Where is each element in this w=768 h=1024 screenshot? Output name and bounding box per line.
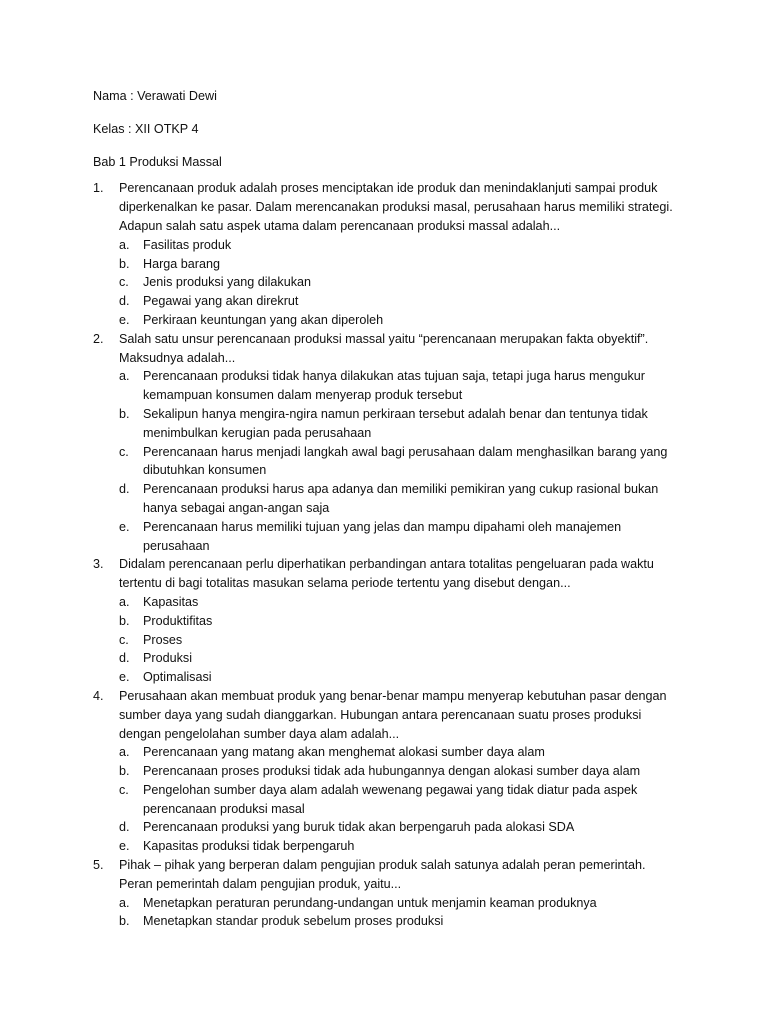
answer-option — [119, 894, 678, 913]
option-letter: d. — [119, 651, 130, 666]
question-text: Salah satu unsur perencanaan produksi massal yaitu “perencanaan merupakan fakta obyektif”. Maksudnya adalah... — [119, 331, 649, 365]
option-text: Optimalisasi — [143, 670, 212, 685]
option-text: Harga barang — [143, 256, 221, 271]
option-letter: d. — [119, 294, 130, 309]
option-text: Menetapkan standar produk sebelum proses produksi — [143, 914, 444, 929]
question-body — [119, 856, 678, 931]
option-text: Pengelohan sumber daya alam adalah wewenang pegawai yang tidak diatur pada aspek perencanaan produksi masal — [143, 782, 638, 816]
answer-option — [119, 311, 678, 330]
answer-option — [119, 781, 678, 819]
option-letter: a. — [119, 369, 130, 384]
option-text: Produksi — [143, 651, 192, 666]
option-letter: c. — [119, 275, 129, 290]
option-text: Sekalipun hanya mengira-ngira namun perkiraan tersebut adalah benar dan tentunya tidak menimbulkan kerugian pada perusahaan — [143, 406, 648, 440]
question-item — [93, 555, 678, 687]
question-text: Perusahaan akan membuat produk yang benar-benar mampu menyerap kebutuhan pasar dengan sumber daya yang sudah dianggarkan. Hubungan antara perencanaan suatu proses produksi dengan pengelolahan sumber daya alam adalah... — [119, 688, 667, 741]
answer-option — [119, 255, 678, 274]
option-list — [119, 894, 678, 932]
answer-option — [119, 273, 678, 292]
option-text: Fasilitas produk — [143, 237, 232, 252]
question-body — [119, 179, 678, 329]
option-letter: b. — [119, 914, 130, 929]
option-text: Perencanaan proses produksi tidak ada hubungannya dengan alokasi sumber daya alam — [143, 764, 641, 779]
question-number: 5. — [93, 858, 104, 873]
option-list — [119, 743, 678, 856]
question-item — [93, 856, 678, 931]
option-letter: e. — [119, 839, 130, 854]
option-text: Perencanaan harus memiliki tujuan yang jelas dan mampu dipahami oleh manajemen perusahaan — [143, 519, 622, 553]
chapter-title: Bab 1 Produksi Massal — [93, 154, 222, 169]
question-number: 4. — [93, 688, 104, 703]
question-text: Didalam perencanaan perlu diperhatikan perbandingan antara totalitas pengeluaran pada waktu tertentu di bagi totalitas masukan selama periode tertentu yang disebut dengan... — [119, 557, 654, 591]
option-letter: c. — [119, 444, 129, 459]
answer-option — [119, 743, 678, 762]
answer-option — [119, 649, 678, 668]
answer-option — [119, 668, 678, 687]
question-body — [119, 330, 678, 556]
option-letter: c. — [119, 632, 129, 647]
option-list — [119, 593, 678, 687]
option-text: Perencanaan produksi yang buruk tidak akan berpengaruh pada alokasi SDA — [143, 820, 575, 835]
option-letter: b. — [119, 764, 130, 779]
answer-option — [119, 837, 678, 856]
question-text: Perencanaan produk adalah proses menciptakan ide produk dan menindaklanjuti sampai produk diperkenalkan ke pasar. Dalam merencanakan produksi masal, perusahaan harus memiliki strategi. Adapun salah satu aspek utama dalam perencanaan produksi massal adalah... — [119, 181, 673, 233]
option-letter: a. — [119, 895, 130, 910]
question-item — [93, 687, 678, 856]
question-body — [119, 687, 678, 856]
question-list — [93, 179, 678, 931]
option-text: Menetapkan peraturan perundang-undangan untuk menjamin keaman produknya — [143, 895, 597, 910]
answer-option — [119, 518, 678, 556]
option-letter: c. — [119, 782, 129, 797]
option-text: Perencanaan produksi harus apa adanya dan memiliki pemikiran yang cukup rasional bukan hanya sebagai angan-angan saja — [143, 482, 659, 515]
student-name: Nama : Verawati Dewi — [93, 89, 217, 103]
answer-option — [119, 593, 678, 612]
answer-option — [119, 612, 678, 631]
answer-option — [119, 631, 678, 650]
option-letter: d. — [119, 820, 130, 835]
option-text: Perencanaan yang matang akan menghemat alokasi sumber daya alam — [143, 745, 545, 760]
option-list — [119, 236, 678, 330]
answer-option — [119, 443, 678, 481]
option-letter: e. — [119, 670, 130, 685]
option-text: Kapasitas — [143, 594, 199, 609]
option-letter: b. — [119, 613, 130, 628]
option-letter: b. — [119, 256, 130, 271]
answer-option — [119, 405, 678, 443]
option-text: Perencanaan produksi tidak hanya dilakukan atas tujuan saja, tetapi juga harus mengukur kemampuan konsumen dalam menyerap produk tersebut — [143, 369, 645, 403]
answer-option — [119, 367, 678, 405]
answer-option — [119, 292, 678, 311]
answer-option — [119, 912, 678, 931]
option-text: Perkiraan keuntungan yang akan diperoleh — [143, 312, 384, 327]
option-text: Perencanaan harus menjadi langkah awal bagi perusahaan dalam menghasilkan barang yang dibutuhkan konsumen — [143, 444, 668, 478]
option-text: Kapasitas produksi tidak berpengaruh — [143, 839, 355, 854]
question-item — [93, 330, 678, 556]
answer-option — [119, 236, 678, 255]
option-text: Proses — [143, 632, 183, 647]
student-class: Kelas : XII OTKP 4 — [93, 121, 199, 136]
question-number: 1. — [93, 181, 104, 196]
option-letter: a. — [119, 745, 130, 760]
option-letter: e. — [119, 312, 130, 327]
option-letter: a. — [119, 237, 130, 252]
option-text: Produktifitas — [143, 613, 213, 628]
question-body — [119, 555, 678, 687]
option-letter: d. — [119, 482, 130, 497]
question-item — [93, 179, 678, 329]
answer-option — [119, 762, 678, 781]
document-page — [93, 87, 678, 931]
option-letter: b. — [119, 406, 130, 421]
option-letter: a. — [119, 594, 130, 609]
question-number: 2. — [93, 331, 104, 346]
question-text: Pihak – pihak yang berperan dalam pengujian produk salah satunya adalah peran pemerintah. Peran pemerintah dalam pengujian produk, yaitu... — [119, 858, 646, 891]
option-text: Pegawai yang akan direkrut — [143, 294, 299, 309]
option-text: Jenis produksi yang dilakukan — [143, 275, 312, 290]
answer-option — [119, 818, 678, 837]
option-letter: e. — [119, 519, 130, 534]
answer-option — [119, 480, 678, 518]
question-number: 3. — [93, 557, 104, 572]
option-list — [119, 367, 678, 555]
